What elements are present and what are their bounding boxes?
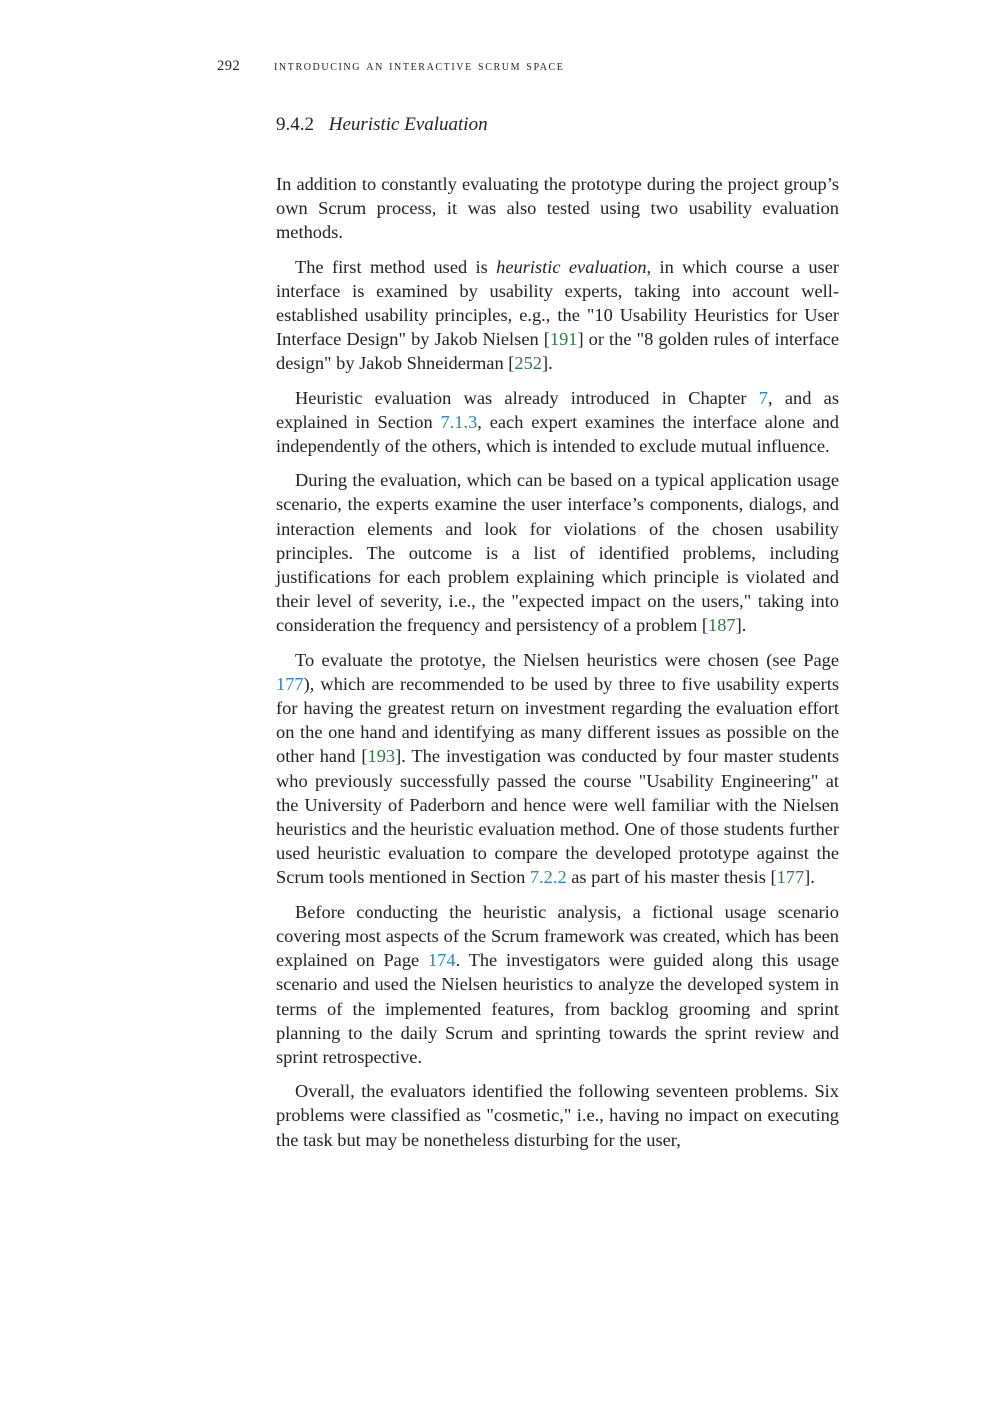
paragraph-text: , and as explained in Section bbox=[276, 387, 839, 432]
paragraph-6 bbox=[276, 900, 839, 1069]
section-reference-link[interactable]: 7.1.3 bbox=[440, 411, 478, 432]
paragraph-text: ]. The investigation was conducted by four master students who previously successfully passed the course "Usability Engineering" at the University of Paderborn and hence were well familiar with the Nielsen heuristics and the heuristic evaluation method. One of those students further used heuristic evaluation to compare the developed prototype against the Scrum tools mentioned in Section bbox=[276, 746, 839, 888]
running-header bbox=[217, 58, 565, 75]
paragraph-2 bbox=[276, 255, 839, 376]
paragraph-text: ] or the "8 golden rules of interface design" by Jakob Shneiderman [ bbox=[276, 329, 839, 374]
paragraph-text: ]. bbox=[735, 615, 747, 636]
citation-link[interactable]: 187 bbox=[708, 615, 736, 636]
section-number: 9.4.2 bbox=[276, 114, 314, 135]
paragraph-3 bbox=[276, 386, 839, 459]
paragraph-text: as part of his master thesis [ bbox=[566, 867, 777, 888]
citation-link[interactable]: 177 bbox=[776, 867, 805, 888]
paragraph-text: , in which course a user interface is examined by usability experts, taking into account well-established usability principles, e.g., the "10 Usability Heuristics for User Interface Design" by Jakob Nielsen [ bbox=[276, 256, 839, 350]
paragraph-text: ), which are recommended to be used by three to five usability experts for having the greatest return on investment regarding the evaluation effort on the one hand and identifying as many different issues as possible on the other hand [ bbox=[276, 673, 839, 767]
paragraph-5 bbox=[276, 648, 839, 890]
running-title: introducing an interactive scrum space bbox=[274, 58, 565, 74]
page-reference-link[interactable]: 177 bbox=[276, 673, 304, 694]
paragraph-text: Heuristic evaluation was already introduced in Chapter bbox=[295, 387, 759, 408]
citation-link[interactable]: 191 bbox=[549, 329, 578, 350]
body-text bbox=[276, 172, 839, 1162]
paragraph-text: Overall, the evaluators identified the following seventeen problems. Six problems were classified as "cosmetic," i.e., having no impact on executing the task but may be nonetheless disturbing for the user, bbox=[276, 1081, 839, 1150]
section-reference-link[interactable]: 7.2.2 bbox=[529, 867, 567, 888]
emphasized-term: heuristic evaluation bbox=[496, 256, 647, 277]
paragraph-4 bbox=[276, 468, 839, 637]
page-reference-link[interactable]: 174 bbox=[427, 950, 456, 971]
paragraph-7 bbox=[276, 1079, 839, 1152]
section-heading bbox=[276, 114, 488, 136]
paragraph-text: . The investigators were guided along this usage scenario and used the Nielsen heuristics to analyze the developed system in terms of the implemented features, from backlog grooming and sprint planning to the daily Scrum and sprinting towards the sprint review and sprint retrospective. bbox=[276, 950, 839, 1067]
page-number: 292 bbox=[217, 58, 241, 74]
citation-link[interactable]: 193 bbox=[367, 746, 396, 767]
chapter-reference-link[interactable]: 7 bbox=[758, 387, 768, 408]
paragraph-1 bbox=[276, 172, 839, 245]
paragraph-text: , each expert examines the interface alone and independently of the others, which is intended to exclude mutual influence. bbox=[276, 411, 839, 457]
paragraph-text: ]. bbox=[804, 867, 815, 888]
paragraph-text: During the evaluation, which can be based on a typical application usage scenario, the experts examine the user interface’s components, dialogs, and interaction elements and look for violations of the chosen usability principles. The outcome is a list of identified problems, including justifications for each problem explaining which principle is violated and their level of severity, i.e., the "expected impact on the users," taking into consideration the frequency and persistency of a problem [ bbox=[276, 470, 839, 636]
section-title: Heuristic Evaluation bbox=[328, 114, 488, 135]
paragraph-text: To evaluate the prototye, the Nielsen heuristics were chosen (see Page bbox=[295, 649, 839, 670]
citation-link[interactable]: 252 bbox=[514, 353, 542, 374]
paragraph-text: In addition to constantly evaluating the prototype during the project group’s own Scrum process, it was also tested using two usability evaluation methods. bbox=[276, 174, 839, 243]
paragraph-text: The first method used is bbox=[295, 256, 497, 277]
paragraph-text: ]. bbox=[541, 353, 553, 374]
paragraph-text: Before conducting the heuristic analysis, a fictional usage scenario covering most aspects of the Scrum framework was created, which has been explained on Page bbox=[276, 901, 839, 971]
